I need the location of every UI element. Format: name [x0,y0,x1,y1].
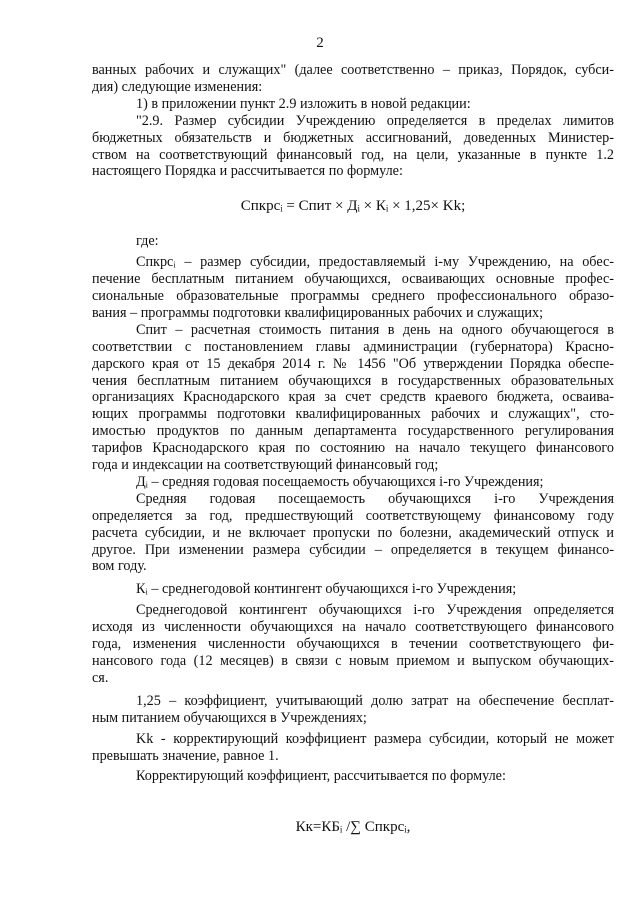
text-line: вания – программы подготовки квалифицированных рабочих и служащих; [92,304,544,321]
page-number: 2 [316,35,324,51]
document-body [92,62,614,836]
text-line: Среднегодовой контингент обучающихся i-го Учреждения определяется [136,602,614,619]
text-line: ся. [92,669,109,686]
formula-correction-coefficient: Кк=КБᵢ /∑ Спкрсᵢ, [295,819,411,836]
text-line: определяется за год, предшествующий соответствующему финансовому году [92,507,614,524]
text-line: Спит – расчетная стоимость питания в день на одного обучающегося в [136,321,614,338]
text-line: сиональные образовательные программы среднего профессионального образо- [92,287,614,304]
text-line: организациях Краснодарского края за счет средств краевого бюджета, осваива- [92,389,614,406]
text-line: соответствии с постановлением главы администрации (губернатора) Красно- [92,338,614,355]
text-line: вом году. [92,558,147,575]
text-line: года и индексации на соответствующий финансовый год; [92,457,439,474]
text-line: ющих программы подготовки квалифицированных рабочих и служащих", сто- [92,406,614,423]
text-line: Кᵢ – среднегодовой контингент обучающихся i-го Учреждения; [136,581,517,598]
text-line: Дᵢ – средняя годовая посещаемость обучающихся i-го Учреждения; [136,473,544,490]
text-line: ванных рабочих и служащих" (далее соответственно – приказ, Порядок, субси- [92,62,614,78]
formula-subsidy: Спкрсᵢ = Спит × Дᵢ × Кᵢ × 1,25× Kk; [240,198,466,215]
text-line: другое. При изменении размера субсидии – определяется в текущем финансо- [92,541,614,558]
text-line: дия) следующие изменения: [92,78,263,95]
where-label: где: [136,233,159,250]
text-line: чения бесплатным питанием обучающихся в государственных образовательных [92,372,614,389]
text-line: дарского края от 15 декабря 2014 г. № 1456 "Об утверждении Порядка обеспе- [92,355,614,372]
text-line: превышать значение, равное 1. [92,747,279,764]
text-line: нансового года (12 месяцев) в связи с новым приемом и выпуском обучающих- [92,653,614,669]
text-line: расчета субсидии, и не включает пропуски по болезни, академический отпуск и [92,524,614,541]
text-line: ным питанием обучающихся в Учреждениях; [92,709,367,726]
text-line: ством на соответствующий финансовый год, на цели, указанные в пункте 1.2 [92,146,614,163]
text-line: настоящего Порядка и рассчитывается по формуле: [92,163,403,180]
text-line: Корректирующий коэффициент, рассчитывается по формуле: [136,768,506,785]
text-line: печение бесплатным питанием обучающихся, осваивающих основные профес- [92,271,614,288]
text-line: имостью продуктов по данным департамента государственного регулирования [92,423,614,440]
text-line: тарифов Краснодарского края по состоянию на начало текущего финансового [92,440,614,457]
text-line: "2.9. Размер субсидии Учреждению определяется в пределах лимитов [136,112,614,129]
text-line: 1) в приложении пункт 2.9 изложить в новой редакции: [136,95,471,112]
text-line: Kk - корректирующий коэффициент размера субсидии, который не может [136,730,614,747]
text-line: бюджетных обязательств и бюджетных ассигнований, доведенных Министер- [92,129,614,146]
text-line: года, изменения численности обучающихся в течении соответствующего фи- [92,636,614,653]
text-line: 1,25 – коэффициент, учитывающий долю затрат на обеспечение бесплат- [136,692,614,709]
text-line: Спкрсᵢ – размер субсидии, предоставляемый i-му Учреждению, на обес- [136,254,614,271]
text-line: Средняя годовая посещаемость обучающихся i-го Учреждения [136,490,614,507]
text-line: исходя из численности обучающихся на начало соответствующего финансового [92,619,614,636]
